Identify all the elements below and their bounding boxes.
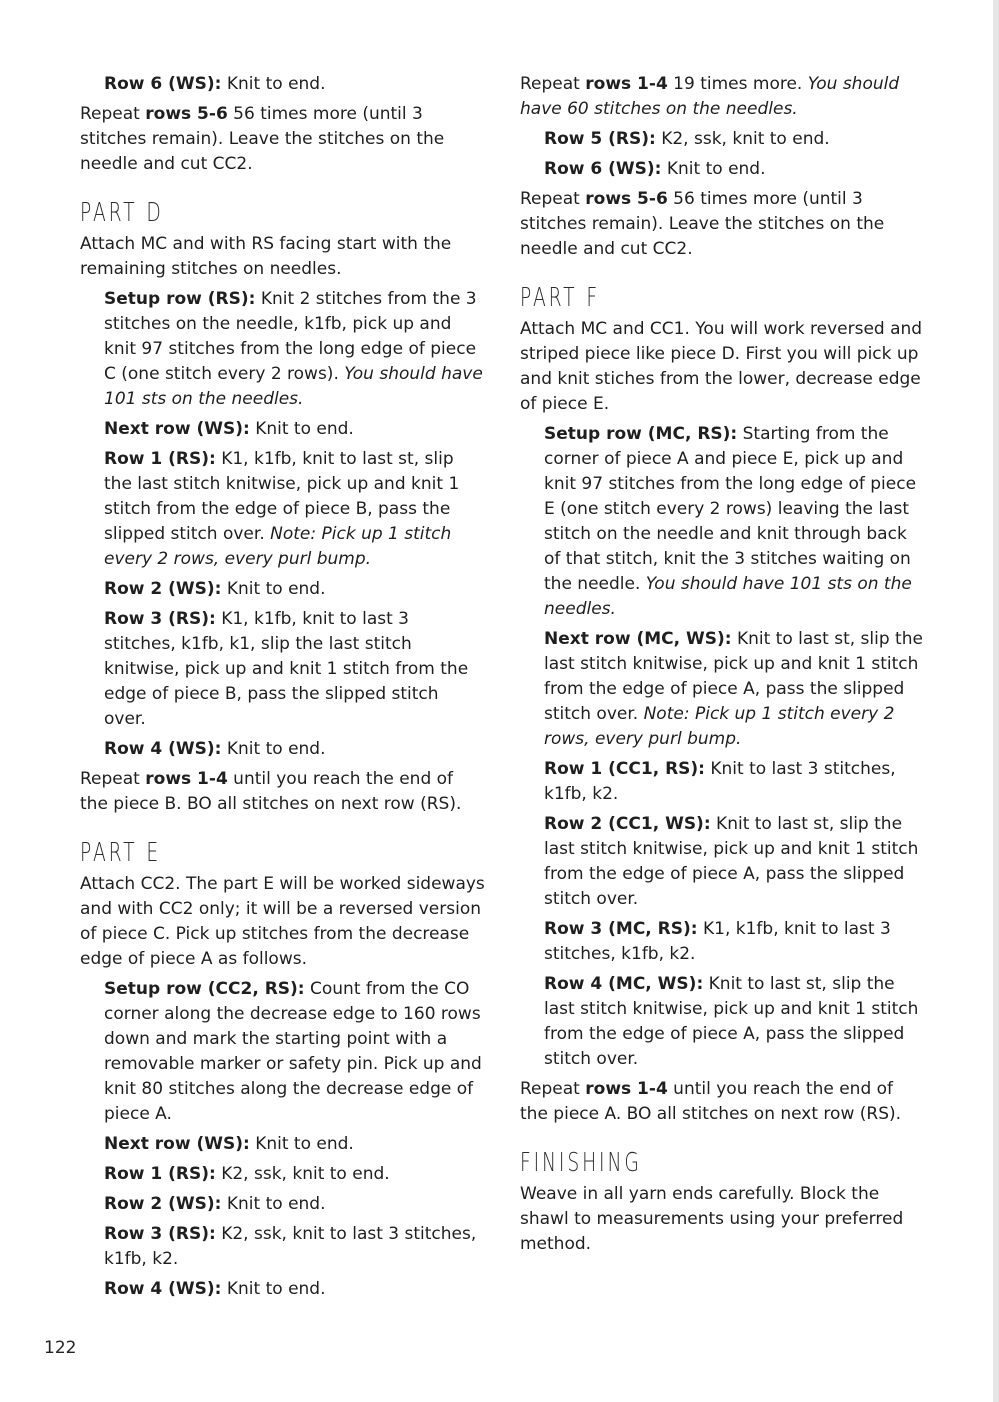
row-label: Setup row (CC2, RS): (104, 979, 305, 999)
body-text: until you reach the end of the piece B. BO all stitches on next row (RS). (80, 769, 462, 814)
row-label: Row 3 (RS): (104, 1224, 216, 1244)
instruction-row (104, 1222, 485, 1272)
note-text: Note: Pick up 1 stitch every 2 rows, every purl bump. (104, 524, 452, 569)
instruction-row (104, 72, 485, 97)
row-label: rows 1-4 (585, 74, 668, 94)
right-column (520, 72, 925, 1262)
row-label: Row 2 (WS): (104, 1194, 222, 1214)
body-text: Knit to last st, slip the last stitch knitwise, pick up and knit 1 stitch from the edge of piece A, pass the slipped stitch over. (544, 974, 919, 1069)
body-text: Knit to end. (249, 1134, 354, 1154)
section-heading-part-e: PART E (80, 838, 162, 868)
body-text: Knit to end. (221, 739, 326, 759)
body-text: Repeat (80, 104, 146, 124)
instruction-row (544, 757, 925, 807)
paragraph (520, 1182, 925, 1257)
body-text: Knit to end. (221, 1194, 326, 1214)
body-text: Starting from the corner of piece A and piece E, pick up and knit 97 stitches from the long edge of piece E (one stitch every 2 rows) leaving the last stitch on the needle and knit through back of that stitch, knit the 3 stitches waiting on the needle. (544, 424, 917, 594)
instruction-row (544, 422, 925, 622)
left-column (80, 72, 485, 1307)
body-text: Knit to end. (249, 419, 354, 439)
instruction-row (104, 447, 485, 572)
body-text: Attach MC and CC1. You will work reversed and striped piece like piece D. First you will pick up and knit stiches from the lower, decrease edge of piece E. (520, 319, 923, 414)
body-text: K1, k1fb, knit to last st, slip the last stitch knitwise, pick up and knit 1 stitch from the edge of piece B, pass the slipped stitch over. (104, 449, 460, 544)
row-label: Row 2 (CC1, WS): (544, 814, 711, 834)
row-label: Row 3 (RS): (104, 609, 216, 629)
body-text: 56 times more (until 3 stitches remain). Leave the stitches on the needle and cut CC2. (520, 189, 885, 259)
row-label: Row 1 (CC1, RS): (544, 759, 705, 779)
paragraph (80, 102, 485, 177)
page-edge (993, 0, 999, 1402)
body-text: K1, k1fb, knit to last 3 stitches, k1fb, k1, slip the last stitch knitwise, pick up and knit 1 stitch from the edge of piece B, pass the slipped stitch over. (104, 609, 469, 729)
body-text: Knit to end. (221, 74, 326, 94)
row-label: rows 5-6 (145, 104, 228, 124)
instruction-row (104, 287, 485, 412)
body-text: Attach CC2. The part E will be worked sideways and with CC2 only; it will be a reversed version of piece C. Pick up stitches from the decrease edge of piece A as follows. (80, 874, 485, 969)
paragraph (80, 767, 485, 817)
row-label: Row 1 (RS): (104, 449, 216, 469)
note-text: You should have 101 sts on the needles. (544, 574, 912, 619)
body-text: K2, ssk, knit to end. (215, 1164, 390, 1184)
body-text: Knit to end. (221, 579, 326, 599)
row-label: Row 6 (WS): (544, 159, 662, 179)
instruction-row (104, 737, 485, 762)
instruction-row (544, 812, 925, 912)
instruction-row (104, 977, 485, 1127)
body-text: Repeat (80, 769, 146, 789)
instruction-row (104, 1192, 485, 1217)
note-text: You should have 60 stitches on the needles. (520, 74, 900, 119)
instruction-row (104, 1132, 485, 1157)
section-heading-part-d: PART D (80, 198, 164, 228)
row-label: Row 6 (WS): (104, 74, 222, 94)
row-label: Row 1 (RS): (104, 1164, 216, 1184)
instruction-row (104, 607, 485, 732)
row-label: Next row (WS): (104, 1134, 250, 1154)
paragraph (520, 187, 925, 262)
body-text: Knit to last st, slip the last stitch knitwise, pick up and knit 1 stitch from the edge of piece A, pass the slipped stitch over. (544, 814, 919, 909)
note-text: Note: Pick up 1 stitch every 2 rows, every purl bump. (544, 704, 895, 749)
row-label: rows 1-4 (585, 1079, 668, 1099)
row-label: rows 1-4 (145, 769, 228, 789)
paragraph (520, 72, 925, 122)
paragraph (520, 317, 925, 417)
body-text: Knit to last st, slip the last stitch knitwise, pick up and knit 1 stitch from the edge of piece A, pass the slipped stitch over. (544, 629, 923, 724)
body-text: Count from the CO corner along the decrease edge to 160 rows down and mark the starting point with a removable marker or safety pin. Pick up and knit 80 stitches along the decrease edge of piece A. (104, 979, 482, 1124)
body-text: 19 times more. (667, 74, 808, 94)
body-text: K1, k1fb, knit to last 3 stitches, k1fb, k2. (544, 919, 891, 964)
body-text: K2, ssk, knit to last 3 stitches, k1fb, k2. (104, 1224, 477, 1269)
instruction-row (104, 1162, 485, 1187)
body-text: Knit to end. (221, 1279, 326, 1299)
instruction-row (544, 917, 925, 967)
body-text: Knit 2 stitches from the 3 stitches on the needle, k1fb, pick up and knit 97 stitches from the long edge of piece C (one stitch every 2 rows). (104, 289, 477, 384)
paragraph (80, 232, 485, 282)
body-text: Repeat (520, 74, 586, 94)
body-text: Repeat (520, 1079, 586, 1099)
row-label: Row 4 (WS): (104, 739, 222, 759)
row-label: Row 3 (MC, RS): (544, 919, 698, 939)
paragraph (80, 872, 485, 972)
row-label: Next row (WS): (104, 419, 250, 439)
body-text: until you reach the end of the piece A. BO all stitches on next row (RS). (520, 1079, 902, 1124)
row-label: Row 4 (MC, WS): (544, 974, 704, 994)
row-label: Setup row (MC, RS): (544, 424, 738, 444)
instruction-row (104, 417, 485, 442)
body-text: K2, ssk, knit to end. (655, 129, 830, 149)
body-text: Weave in all yarn ends carefully. Block the shawl to measurements using your preferred method. (520, 1184, 904, 1254)
row-label: rows 5-6 (585, 189, 668, 209)
instruction-row (104, 577, 485, 602)
section-heading-finishing: FINISHING (520, 1148, 642, 1178)
page-number: 122 (44, 1338, 77, 1358)
instruction-row (104, 1277, 485, 1302)
row-label: Setup row (RS): (104, 289, 256, 309)
body-text: 56 times more (until 3 stitches remain). Leave the stitches on the needle and cut CC2. (80, 104, 445, 174)
note-text: You should have 101 sts on the needles. (104, 364, 483, 409)
row-label: Next row (MC, WS): (544, 629, 732, 649)
body-text: Attach MC and with RS facing start with the remaining stitches on needles. (80, 234, 452, 279)
body-text: Repeat (520, 189, 586, 209)
row-label: Row 2 (WS): (104, 579, 222, 599)
row-label: Row 4 (WS): (104, 1279, 222, 1299)
paragraph (520, 1077, 925, 1127)
instruction-row (544, 972, 925, 1072)
body-text: Knit to end. (661, 159, 766, 179)
body-text: Knit to last 3 stitches, k1fb, k2. (544, 759, 896, 804)
instruction-row (544, 127, 925, 152)
section-heading-part-f: PART F (520, 283, 600, 313)
instruction-row (544, 157, 925, 182)
instruction-row (544, 627, 925, 752)
row-label: Row 5 (RS): (544, 129, 656, 149)
